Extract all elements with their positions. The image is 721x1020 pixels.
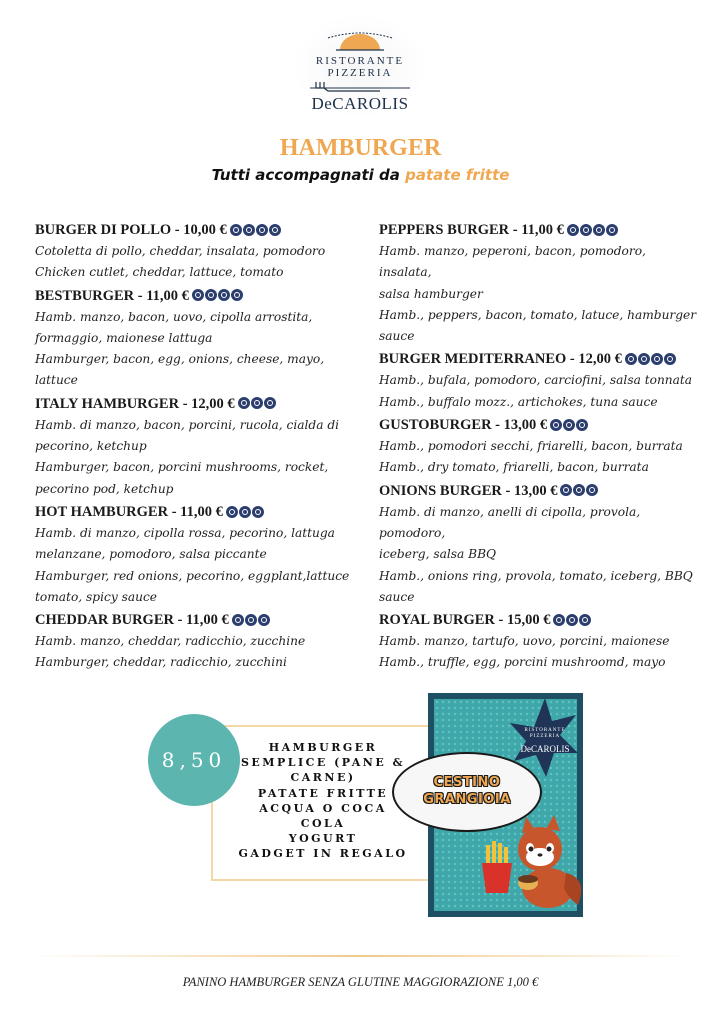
menu-item-description: Cotoletta di pollo, cheddar, insalata, pomodoro [35,244,326,258]
allergen-icons [567,218,619,240]
promo-description [238,740,408,862]
allergen-icon [205,289,217,301]
allergen-icon [245,614,257,626]
allergen-icon [550,419,562,431]
allergen-icon [192,289,204,301]
menu-item-description: Hamburger, bacon, porcini mushrooms, rocket, [35,460,329,475]
red-panda-icon [518,815,581,908]
menu-item-description: Hamb., truffle, egg, porcini mushroomd, mayo [379,655,666,670]
menu-item-name [379,347,699,370]
menu-item-description: Hamburger, bacon, egg, onions, cheese, mayo, lattuce [35,352,325,388]
allergen-icon [258,614,270,626]
allergen-icon [243,224,255,236]
menu-item-name [35,218,355,241]
allergen-icons [232,608,271,630]
menu-item-description: Hamburger, red onions, pecorino, eggplant,lattuce [35,568,350,583]
promo-line: PATATE FRITTE [257,786,389,800]
menu-item-description: Hamb. manzo, tartufo, uovo, porcini, maionese [379,634,670,649]
menu-item-description: sauce [379,589,415,604]
poster-sub-line2: PIZZERIA [529,734,561,739]
logo-brand-name: DeCAROLIS [311,94,409,113]
allergen-icons [553,608,592,630]
allergen-icon [553,614,565,626]
menu-item-description: Hamb. manzo, cheddar, radicchio, zucchine [35,634,306,649]
poster-subtitle [515,728,575,740]
allergen-icon [230,224,242,236]
menu-item-description: Hamb. di manzo, cipolla rossa, pecorino, lattuga [35,525,335,540]
allergen-icon [625,353,637,365]
menu-item-description: Chicken cutlet, cheddar, lattuce, tomato [35,265,284,280]
allergen-icons [625,347,677,369]
restaurant-logo [290,16,430,120]
menu-item-title: HOT HAMBURGER - 11,00 € [35,503,223,520]
subtitle-accent: patate fritte [405,166,510,184]
menu-item-name [35,392,355,415]
allergen-icon [593,224,605,236]
menu-item-description: Hamb., onions ring, provola, tomato, iceberg, BBQ [379,568,693,583]
allergen-icon [232,614,244,626]
logo-ristorante: RISTORANTE [315,55,405,67]
menu-item-description: Hamb. di manzo, bacon, porcini, rucola, cialda di [35,417,340,432]
promo-line: GADGET IN REGALO [238,847,408,861]
menu-column-left [35,218,355,674]
allergen-icon [251,397,263,409]
allergen-icons [230,218,282,240]
promo-line: CARNE) [290,771,356,785]
menu-item-name [35,500,355,523]
menu-item-description: Hamburger, cheddar, radicchio, zucchini [35,655,287,670]
allergen-icon [252,506,264,518]
promo-line: ACQUA O COCA [259,801,387,815]
allergen-icon [563,419,575,431]
menu-item-description: melanzane, pomodoro, salsa piccante [35,547,267,562]
footer-note: PANINO HAMBURGER SENZA GLUTINE MAGGIORAZIONE 1,00 € [182,975,539,989]
allergen-icons [192,284,244,306]
menu-item-description: pecorino pod, ketchup [35,481,174,496]
footer-divider [30,955,692,957]
menu-item-description: pecorino, ketchup [35,439,147,454]
bubble-line2: GRANGIOIA [423,792,511,807]
menu-item-title: BURGER MEDITERRANEO - 12,00 € [379,351,622,368]
allergen-icon [606,224,618,236]
allergen-icon [239,506,251,518]
allergen-icon [586,484,598,496]
subtitle-prefix: Tutti accompagnati da [211,166,406,184]
menu-item-description: Hamb., dry tomato, friarelli, bacon, burrata [379,460,649,475]
allergen-icon [579,614,591,626]
menu-item-name [379,608,699,631]
logo-pizzeria: PIZZERIA [327,67,393,79]
menu-item-description: Hamb., peppers, bacon, tomato, latuce, hamburger [379,307,697,322]
promo-line: HAMBURGER [268,741,378,754]
allergen-icon [651,353,663,365]
menu-item-title: CHEDDAR BURGER - 11,00 € [35,612,229,629]
promo-line: SEMPLICE (PANE & [240,756,406,770]
allergen-icons [238,392,277,414]
allergen-icon [226,506,238,518]
menu-item-description: Hamb., buffalo mozz., artichokes, tuna sauce [379,394,658,409]
menu-item-description: Hamb., bufala, pomodoro, carciofini, salsa tonnata [379,373,693,388]
allergen-icon [238,397,250,409]
poster-sub-line1: RISTORANTE [524,728,566,733]
page-subtitle [0,166,721,184]
allergen-icon [573,484,585,496]
promo-price-badge: 8,50 € [148,714,240,806]
speech-bubble-text [392,774,542,808]
allergen-icon [567,224,579,236]
menu-item-description: salsa hamburger [379,286,483,301]
allergen-icon [560,484,572,496]
menu-item-name [35,608,355,631]
allergen-icons [226,500,265,522]
page-title: HAMBURGER [279,135,442,161]
allergen-icon [580,224,592,236]
allergen-icon [256,224,268,236]
menu-item-title: PEPPERS BURGER - 11,00 € [379,222,564,238]
allergen-icon [218,289,230,301]
menu-item-name [379,413,699,436]
menu-item-description: iceberg, salsa BBQ [379,547,497,562]
menu-item-title: BURGER DI POLLO - 10,00 € [35,222,227,238]
allergen-icon [269,224,281,236]
allergen-icon [566,614,578,626]
menu-item-description: Hamb. manzo, bacon, uovo, cipolla arrostita, [35,309,313,324]
poster-brand: DeCAROLIS [520,744,570,754]
allergen-icon [264,397,276,409]
promo-line: YOGURT [288,832,358,846]
menu-item-name [379,218,699,241]
menu-item-title: BESTBURGER - 11,00 € [35,287,189,304]
menu-item-description: Hamb. di manzo, anelli di cipolla, provola, pomodoro, [379,504,641,540]
fries-icon [482,841,512,893]
promo-line: COLA [300,817,346,831]
menu-item-description: formaggio, maionese lattuga [35,330,213,345]
menu-item-title: ITALY HAMBURGER - 12,00 € [35,395,235,412]
allergen-icon [638,353,650,365]
menu-item-title: ONIONS BURGER - 13,00 € [379,482,558,499]
menu-item-description: Hamb. manzo, peperoni, bacon, pomodoro, insalata, [379,244,646,280]
allergen-icons [560,479,599,501]
menu-item-title: GUSTOBURGER - 13,00 € [379,417,548,434]
bubble-line1: CESTINO [433,775,501,790]
menu-column-right [379,218,699,674]
menu-item-description: tomato, spicy sauce [35,589,157,604]
allergen-icon [231,289,243,301]
allergen-icon [576,419,588,431]
menu-item-name [379,479,699,502]
menu-item-description: Hamb., pomodori secchi, friarelli, bacon, burrata [379,439,683,454]
menu-item-title: ROYAL BURGER - 15,00 € [379,612,551,629]
menu-item-description: sauce [379,329,415,344]
allergen-icons [550,413,589,435]
allergen-icon [664,353,676,365]
menu-item-name [35,284,355,307]
